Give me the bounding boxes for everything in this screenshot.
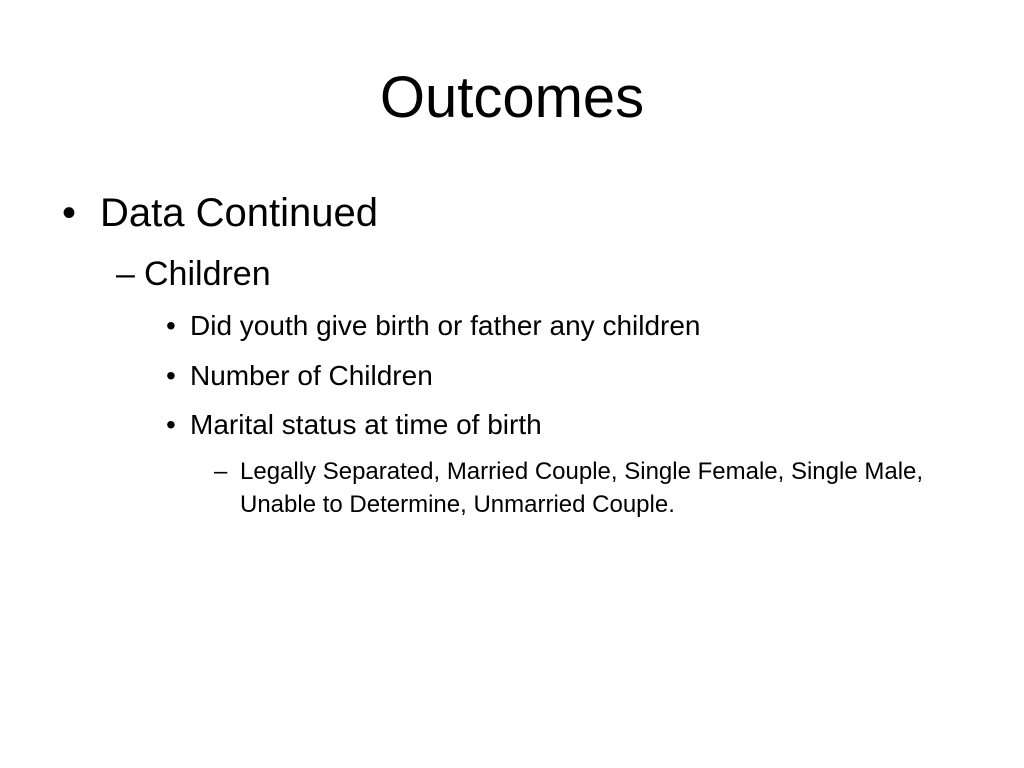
- level4-marital-categories: [214, 455, 940, 521]
- subsubbullet-marital-status: [166, 408, 542, 442]
- subbullet-text: Children: [144, 255, 271, 293]
- subsubbullet-text: Number of Children: [190, 360, 433, 391]
- subsubbullet-number-of-children: [166, 359, 433, 393]
- bullet-data-continued: [62, 189, 378, 237]
- dash-marker: –: [116, 255, 135, 293]
- subsubbullet-text: Did youth give birth or father any children: [190, 310, 701, 341]
- bullet-marker: •: [166, 310, 176, 341]
- subsubbullet-birth-or-father: [166, 309, 701, 343]
- subsubbullet-text: Marital status at time of birth: [190, 409, 542, 440]
- bullet-text: Data Continued: [100, 191, 378, 235]
- bullet-marker: •: [166, 360, 176, 391]
- dash-marker: –: [214, 458, 228, 485]
- level4-text: Legally Separated, Married Couple, Single Female, Single Male, Unable to Determine, Unmarried Couple.: [240, 458, 924, 518]
- bullet-marker: •: [62, 191, 77, 235]
- bullet-marker: •: [166, 409, 176, 440]
- slide-title: Outcomes: [379, 65, 645, 130]
- subbullet-children: [116, 253, 271, 295]
